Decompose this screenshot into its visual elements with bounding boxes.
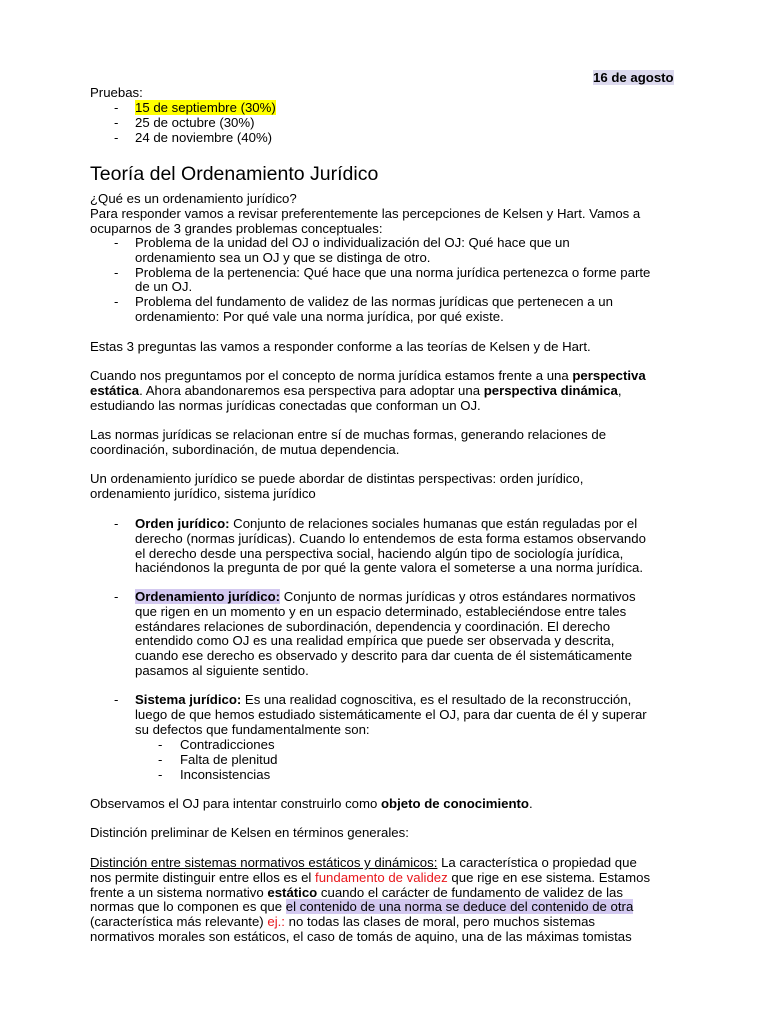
pruebas-label: Pruebas: xyxy=(90,85,143,100)
list-item: - Problema del fundamento de validez de las normas jurídicas que pertenecen a un ordenamiento: Por qué vale una norma jurídica, por qué existe. xyxy=(114,294,613,324)
page-title: Teoría del Ordenamiento Jurídico xyxy=(90,163,379,185)
list-item: - Sistema jurídico: Es una realidad cognoscitiva, es el resultado de la reconstrucción, luego de que hemos estudiado sistemáticamente el OJ, para dar cuenta de él y superar su defectos que fundamentalmente son: xyxy=(114,692,647,737)
intro-paragraph: ¿Qué es un ordenamiento jurídico? Para responder vamos a revisar preferentemente las percepciones de Kelsen y Hart. Vamos a ocuparnos de 3 grandes problemas conceptuales: xyxy=(90,191,641,236)
list-item: - Problema de la pertenencia: Qué hace que una norma jurídica pertenezca o forme parte de un OJ. xyxy=(114,264,651,295)
problems-list xyxy=(90,236,650,325)
relaciones-paragraph: Las normas jurídicas se relacionan entre sí de muchas formas, generando relaciones de coordinación, subordinación, de mutua dependencia. xyxy=(90,427,607,457)
list-item: - 25 de octubre (30%) xyxy=(114,114,255,130)
perspectivas-paragraph: Un ordenamiento jurídico se puede abordar de distintas perspectivas: orden jurídico, ordenamiento jurídico, sistema jurídico xyxy=(90,471,584,501)
preguntas-paragraph: Estas 3 preguntas las vamos a responder conforme a las teorías de Kelsen y de Hart. xyxy=(90,339,591,354)
list-item: - Orden jurídico: Conjunto de relaciones sociales humanas que están reguladas por el derecho (normas jurídicas). Cuando lo entendemos de esta forma estamos observando el derecho desde una perspectiva social, haciendo algún tipo de sociología jurídica, haciéndonos la pregunta de por qué la gente valora el someterse a una norma jurídica. xyxy=(114,516,646,576)
list-item: - Inconsistencias xyxy=(158,766,271,782)
final-paragraph: Distinción entre sistemas normativos estáticos y dinámicos: La característica o propiedad que nos permite distinguir entre ellos es el fundamento de validez que rige en ese sistema. Estamos frente a un sistema normativo estático cuando el carácter de fundamento de validez de las normas que lo componen es que el contenido de una norma se deduce del contenido de otra (característica más relevante) ej.: no todas las clases de moral, pero muchos sistemas normativos morales son estáticos, el caso de tomás de aquino, una de las máximas tomistas xyxy=(90,855,651,944)
list-item: - Contradicciones xyxy=(158,737,275,752)
distincion-paragraph: Distinción preliminar de Kelsen en términos generales: xyxy=(90,825,409,840)
orden-item xyxy=(90,517,646,576)
list-item: - Ordenamiento jurídico: Conjunto de normas jurídicas y otros estándares normativos que rigen en un momento y en un espacio determinado, estableciéndose entre tales estándares relaciones de subordinación, dependencia y coordinación. El derecho entendido como OJ es una realidad empírica que puede ser observada y descrita, cuando ese derecho es observado y descrito para dar cuenta de él sistemáticamente pasamos al siguiente sentido. xyxy=(114,589,636,678)
list-item: - 24 de noviembre (40%) xyxy=(114,129,273,145)
objeto-paragraph: Observamos el OJ para intentar construirlo como objeto de conocimiento. xyxy=(90,796,533,811)
list-item: - Falta de plenitud xyxy=(158,751,278,767)
perspectiva-paragraph: Cuando nos preguntamos por el concepto de norma jurídica estamos frente a una perspectiva estática. Ahora abandonaremos esa perspectiva para adoptar una perspectiva dinámica, estudiando las normas jurídicas conectadas que conforman un OJ. xyxy=(90,368,646,413)
ordenamiento-item xyxy=(90,590,636,679)
list-item: - Problema de la unidad del OJ o individualización del OJ: Qué hace que un ordenamiento sea un OJ y que se distinga de otro. xyxy=(114,235,570,265)
sistema-item xyxy=(90,693,647,737)
pruebas-list xyxy=(90,101,276,145)
list-item: - 15 de septiembre (30%) xyxy=(114,100,276,115)
date-heading: 16 de agosto xyxy=(593,70,674,85)
defects-list xyxy=(90,738,278,782)
